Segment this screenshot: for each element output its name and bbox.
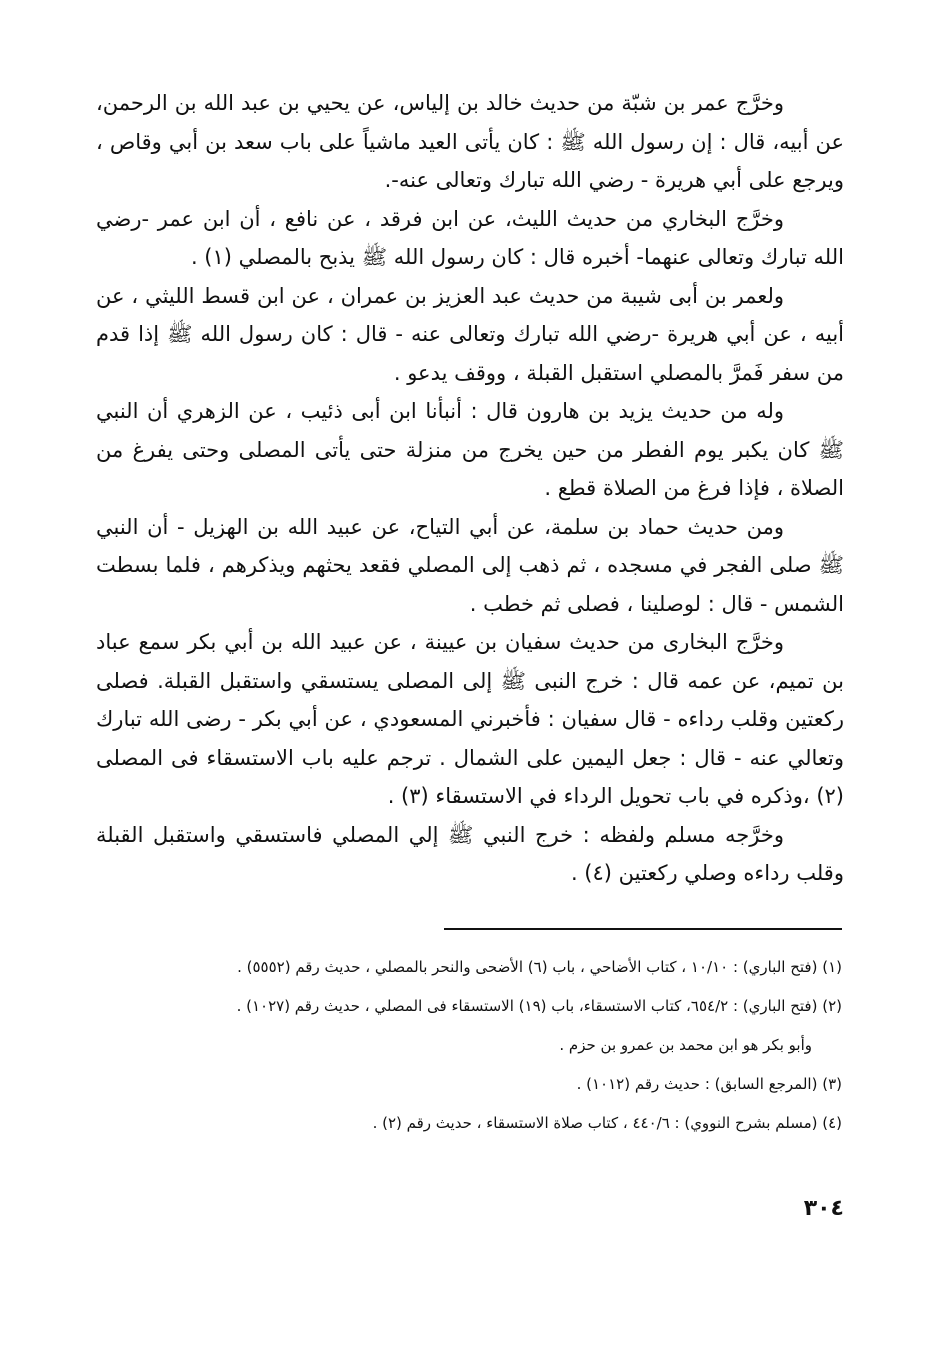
paragraph-text: وخرَّجه مسلم ولفظه : خرج النبي ﷺ إلي المصلي فاستسقي واستقبل القبلة وقلب رداءه وصلي ركعتين (٤) . (96, 822, 844, 885)
paragraph-text: وخرَّج عمر بن شبّة من حديث خالد بن إلياس، عن يحيي بن عبد الله بن الرحمن، عن أبيه، قال : إن رسول الله ﷺ : كان يأتى العيد ماشياً على باب سعد بن أبي وقاص ، ويرجع على أبي هريرة - رضي الله تبارك وتعالى عنه-. (96, 91, 844, 192)
footnote: (٣) (المرجع السابق) : حديث رقم (١٠١٢) . (576, 1075, 842, 1093)
footnote-divider (444, 928, 842, 930)
paragraph (96, 392, 844, 508)
footnotes (100, 948, 842, 1143)
paragraph (96, 508, 844, 624)
paragraph (96, 84, 844, 200)
footnote: (٤) (مسلم بشرح النووي) : ٤٤٠/٦ ، كتاب صلاة الاستسقاء ، حديث رقم (٢) . (372, 1114, 842, 1132)
paragraph (96, 200, 844, 277)
footnote: (١) (فتح الباري) : ١٠/١٠ ، كتاب الأضاحي ، باب (٦) الأضحى والنحر بالمصلي ، حديث رقم (٥٥٥٢) . (237, 958, 842, 976)
paragraph (96, 277, 844, 393)
footnote: (٢) (فتح الباري) : ٦٥٤/٢، كتاب الاستسقاء، باب (١٩) الاستسقاء فى المصلي ، حديث رقم (١٠٢٧) . (236, 997, 842, 1015)
paragraph-text: وخرَّج البخاري من حديث الليث، عن ابن فرقد ، عن نافع ، أن ابن عمر -رضي الله تبارك وتعالى عنهما- أخبره قال : كان رسول الله ﷺ يذبح بالمصلي (١) . (96, 206, 844, 269)
page-number: ٣٠٤ (803, 1196, 844, 1221)
paragraph-text: ولعمر بن أبى شيبة من حديث عبد العزيز بن عمران ، عن ابن قسط الليثي ، عن أبيه ، عن أبي هريرة -رضي الله تبارك وتعالى عنه - قال : كان رسول الله ﷺ إذا قدم من سفر فَمرَّ بالمصلي استقبل القبلة ، ووقف يدعو . (96, 283, 844, 385)
paragraph-text: وخرَّج البخارى من حديث سفيان بن عيينة ، عن عبيد الله بن أبي بكر سمع عباد بن تميم، عن عمه قال : خرج النبى ﷺ إلى المصلى يستسقي واستقبل القبلة. فصلى ركعتين وقلب رداءه - قال سفيان : فأخبرني المسعودي ، عن أبي بكر - رضى الله تبارك وتعالي عنه - قال : جعل اليمين على الشمال . ترجم عليه باب الاستسقاء فى المصلى (٢) ،وذكره في باب تحويل الرداء في الاستسقاء (٣) . (96, 630, 844, 808)
paragraph (96, 623, 844, 816)
paragraph-text: ومن حديث حماد بن سلمة، عن أبي التياح، عن عبيد الله بن الهزيل - أن النبي ﷺ صلى الفجر في مسجده ، ثم ذهب إلى المصلي فقعد يحثهم ويذكرهم ، فلما بسطت الشمس - قال : لوصلينا ، فصلى ثم خطب . (96, 514, 844, 616)
paragraph (96, 816, 844, 893)
paragraph-text: وله من حديث يزيد بن هارون قال : أنبأنا ابن أبى ذئيب ، عن الزهري أن النبي ﷺ كان يكبر يوم الفطر من حين يخرج من منزلة حتى يأتى المصلى وحتى يفرغ من الصلاة ، فإذا فرغ من الصلاة قطع . (96, 399, 844, 500)
body-text (96, 84, 844, 893)
footnote-continuation: وأبو بكر هو ابن محمد بن عمرو بن حزم . (559, 1036, 812, 1054)
